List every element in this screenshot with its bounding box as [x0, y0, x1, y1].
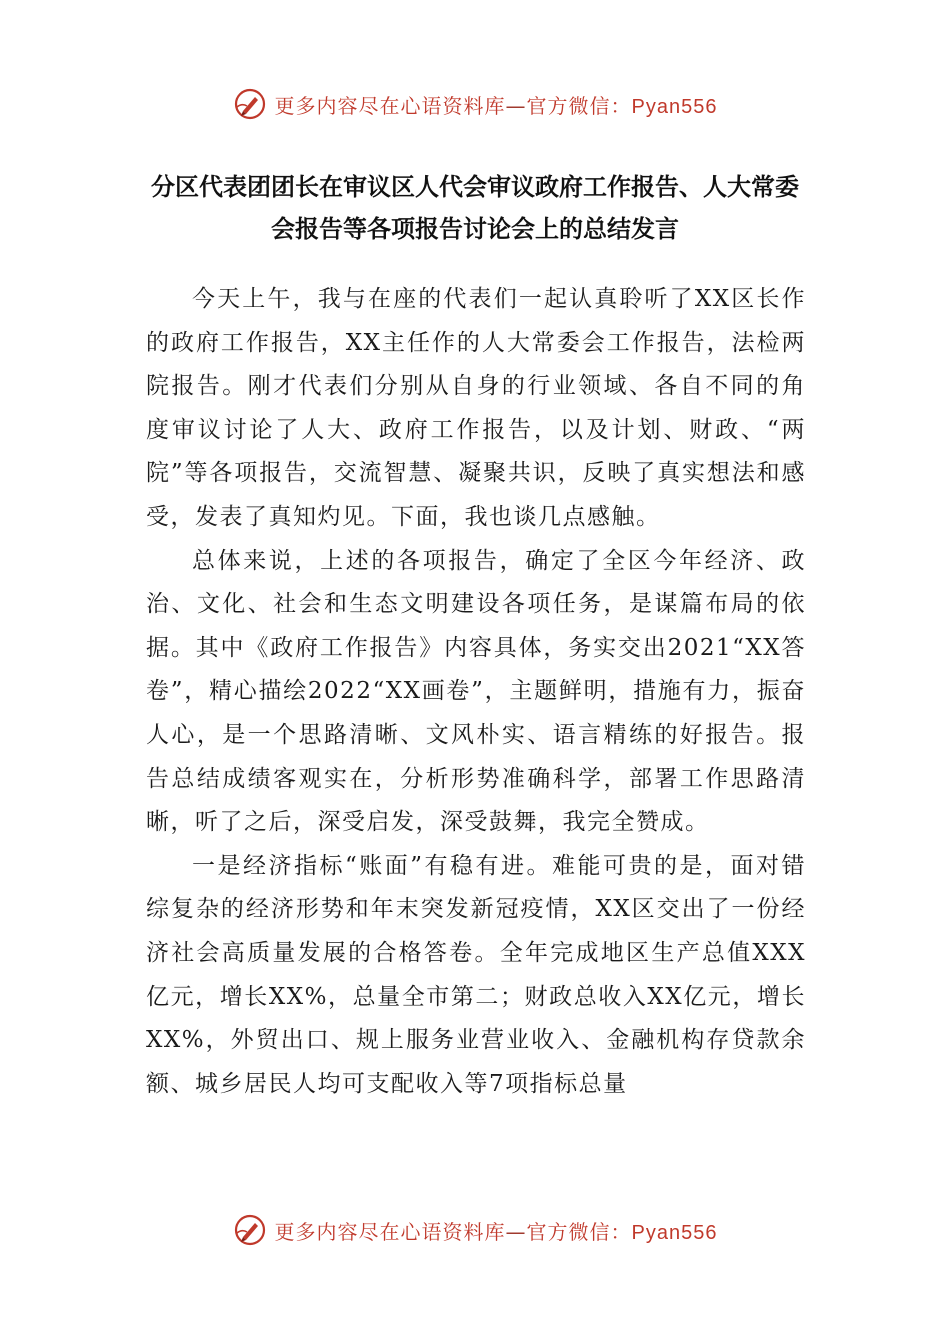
watermark-label: 官方微信： [526, 93, 632, 118]
watermark-header [0, 82, 950, 126]
watermark-label: 官方微信： [526, 1219, 632, 1244]
document-body [146, 278, 806, 1106]
watermark-brand: 更多内容尽在心语资料库 [274, 1219, 506, 1244]
pen-logo-icon [233, 87, 267, 121]
pen-logo-icon [233, 1213, 267, 1247]
watermark-id: Pyan556 [631, 1221, 718, 1244]
watermark-brand: 更多内容尽在心语资料库 [274, 93, 506, 118]
watermark-footer [0, 1208, 950, 1252]
paragraph: 今天上午，我与在座的代表们一起认真聆听了XX区长作的政府工作报告，XX主任作的人大常委会工作报告，法检两院报告。刚才代表们分别从自身的行业领域、各自不同的角度审议讨论了人大、政府工作报告，以及计划、财政、“两院”等各项报告，交流智慧、凝聚共识，反映了真实想法和感受，发表了真知灼见。下面，我也谈几点感触。 [146, 286, 806, 530]
watermark-text [275, 1216, 718, 1245]
paragraph: 总体来说，上述的各项报告，确定了全区今年经济、政治、文化、社会和生态文明建设各项任务，是谋篇布局的依据。其中《政府工作报告》内容具体，务实交出2021“XX答卷”，精心描绘2022“XX画卷”，主题鲜明，措施有力，振奋人心，是一个思路清晰、文风朴实、语言精练的好报告。报告总结成绩客观实在，分析形势准确科学，部署工作思路清晰，听了之后，深受启发，深受鼓舞，我完全赞成。 [146, 547, 806, 836]
watermark-dash: — [505, 93, 527, 118]
watermark-dash: — [505, 1219, 527, 1244]
document-title: 分区代表团团长在审议区人代会审议政府工作报告、人大常委会报告等各项报告讨论会上的总结发言 [151, 173, 799, 243]
watermark-id: Pyan556 [631, 95, 718, 118]
watermark-text [275, 90, 718, 119]
paragraph: 一是经济指标“账面”有稳有进。难能可贵的是，面对错综复杂的经济形势和年末突发新冠疫情，XX区交出了一份经济社会高质量发展的合格答卷。全年完成地区生产总值XXX亿元，增长XX%，总量全市第二；财政总收入XX亿元，增长XX%，外贸出口、规上服务业营业收入、金融机构存贷款余额、城乡居民人均可支配收入等7项指标总量 [146, 852, 806, 1097]
